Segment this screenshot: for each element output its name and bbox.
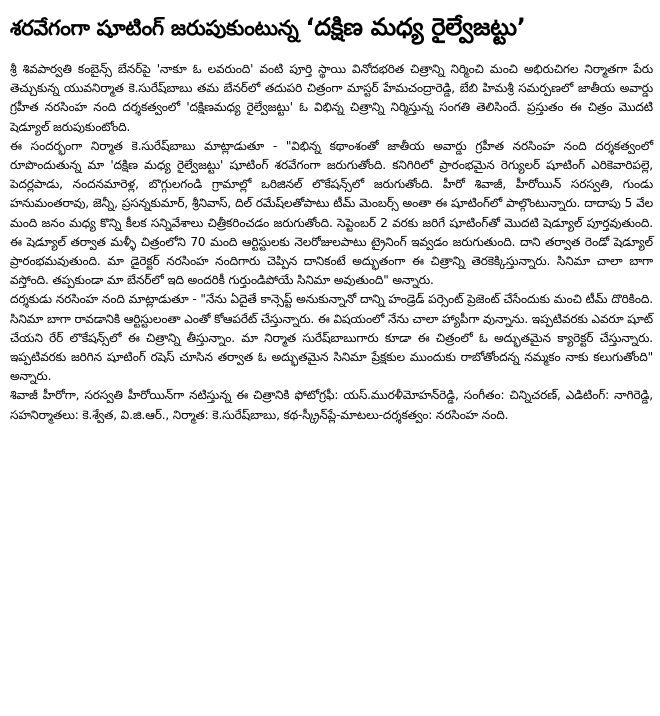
headline-movie-title: ‘దక్షిణ మధ్య రైల్వేజట్టు’ <box>305 13 526 41</box>
paragraph-credits: శివాజీ హీరోగా, సరస్వతి హీరోయిన్‌గా నటిస్తున్న ఈ చిత్రానికి ఫోటోగ్రఫీ: యస్.మురళీమోహన్‌రెడ్డి, సంగీతం: చిన్నిచరణ్, ఎడిటింగ్: నాగిరెడ్డి, సహనిర్మాతలు: కె.శ్వేత, వి.జి.ఆర్., నిర్మాత: కె.సురేష్‌బాబు, కథ-స్క్రీన్‌ప్లే-మాటలు-దర్శకత్వం: నరసింహ నంది. <box>10 388 653 422</box>
paragraph-producer-quote: ఈ సందర్భంగా నిర్మాత కె.సురేష్‌బాబు మాట్లాడుతూ - "విభిన్న కథాంశంతో జాతీయ అవార్డు గ్రహీత నరసింహ నంది దర్శకత్వంలో రూపొందుతున్న మా 'దక్షిణ మధ్య రైల్వేజట్టు' షూటింగ్ శరవేగంగా జరుగుతోంది. కనిగిరిలో ప్రారంభమైన రెగ్యులర్ షూటింగ్ ఎరికెవారిపల్లె, పెదర్లపాడు, నందనమారెళ్ల, బొగ్గులగండి గ్రామాల్లో ఒరిజినల్ లొకేషన్స్‌లో జరుగుతోంది. హీరో శివాజీ, హీరోయిన్ సరస్వతి, గుండు హనుమంతరావు, జెన్నీ, ప్రసన్నకుమార్, శ్రీనివాస్, దిల్ రమేష్‌లతోపాటు టీమ్ మెంబర్స్ అంతా ఈ షూటింగ్‌లో పాల్గొంటున్నారు. దాదాపు 5 వేల మంది జనం మధ్య కొన్ని కీలక సన్నివేశాలు చిత్రీకరించడం జరుగుతోంది. సెప్టెంబర్ 2 వరకు జరిగే షూటింగ్‌తో మొదటి షెడ్యూల్ పూర్తవుతుంది. ఈ షెడ్యూల్ తర్వాత మళ్ళీ చిత్రంలోని 70 మంది ఆర్టిస్టులకు నెలరోజులపాటు ట్రైనింగ్ ఇవ్వడం జరుగుతుంది. దాని తర్వాత రెండో షెడ్యూల్ ప్రారంభమవుతుంది. మా డైరెక్టర్ నరసింహ నందిగారు చెప్పిన దానికంటే అద్భుతంగా ఈ చిత్రాన్ని తెరకెక్కిస్తున్నారు. సినిమా చాలా బాగా వస్తోంది. తప్పకుండా మా బేనర్‌లో ఇది అందరికీ గుర్తుండిపోయే సినిమా అవుతుంది" అన్నారు. <box>10 138 653 288</box>
headline <box>10 10 653 46</box>
headline-lead: శరవేగంగా షూటింగ్ జరుపుకుంటున్న <box>10 16 306 40</box>
paragraph-director-quote: దర్శకుడు నరసింహ నంది మాట్లాడుతూ - "నేను ఏదైతే కాన్సెప్ట్ అనుకున్నానో దాన్ని హండ్రెడ్ పర్సెంట్ ప్రెజెంట్ చేసేందుకు మంచి టీమ్ దొరికింది. సినిమా బాగా రావడానికి ఆర్టిస్టులంతా ఎంతో కోఆపరేట్ చేస్తున్నారు. ఈ విషయంలో నేను చాలా హ్యాపీగా వున్నాను. ఇప్పటివరకు ఎవరూ షూట్ చేయని రేర్ లొకేషన్స్‌లో ఈ చిత్రాన్ని తీస్తున్నాం. మా నిర్మాత సురేష్‌బాబుగారు కూడా ఈ చిత్రంలో ఓ అద్భుతమైన క్యారెక్టర్ చేస్తున్నారు. ఇప్పటివరకు జరిగిన షూటింగ్ రషెస్ చూసిన తర్వాత ఓ అద్భుతమైన సినిమా ప్రేక్షకుల ముందుకు రాబోతోందన్న నమ్మకం నాకు కలుగుతోంది" అన్నారు. <box>10 292 653 384</box>
article-body <box>10 60 653 425</box>
paragraph-intro: శ్రీ శివపార్వతి కంబైన్స్ బేనర్‌పై 'నాకూ ఓ లవరుంది' వంటి పూర్తి స్థాయి వినోదభరిత చిత్రాన్ని నిర్మించి మంచి అభిరుచిగల నిర్మాతగా పేరు తెచ్చుకున్న యువనిర్మాత కె.సురేష్‌బాబు తమ బేనర్‌లో తదుపరి చిత్రంగా మాస్టర్ హేమచంద్రారెడ్డి, బేబి హిమశ్రీ సమర్పణలో జాతీయ అవార్డు గ్రహీత నరసింహ నంది దర్శకత్వంలో 'దక్షిణమధ్య రైల్వేజట్టు' ఓ విభిన్న చిత్రాన్ని నిర్మిస్తున్న సంగతి తెలిసిందే. ప్రస్తుతం ఈ చిత్రం మొదటి షెడ్యూల్ జరుపుకుంటోంది. <box>10 62 653 134</box>
